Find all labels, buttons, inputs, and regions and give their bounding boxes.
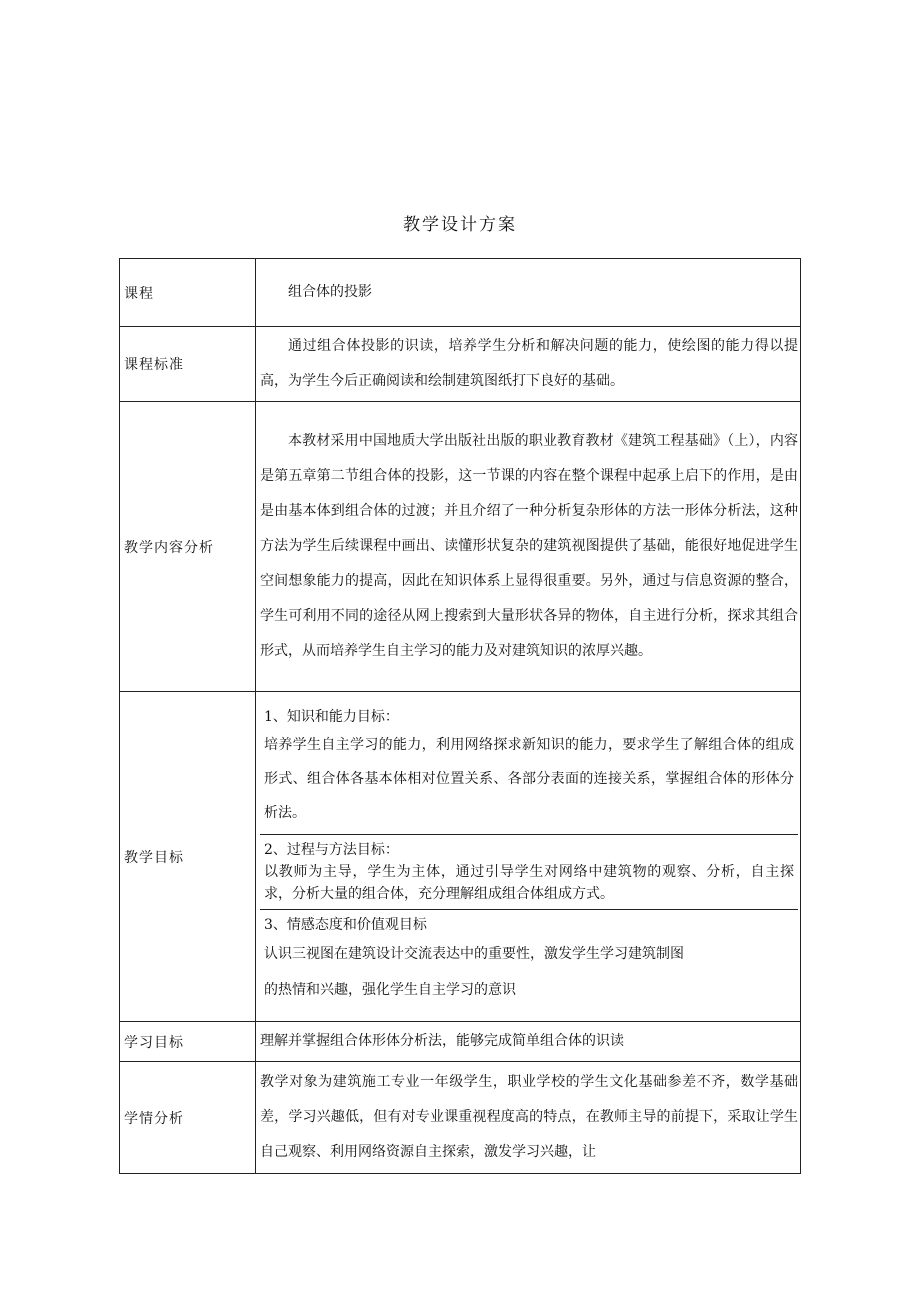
learner-analysis-text: 教学对象为建筑施工专业一年级学生，职业学校的学生文化基础参差不齐，数学基础差，学习兴趣低，但有对专业课重视程度高的特点，在教师主导的前提下，采取让学生自己观察、利用网络资源自主探索，激发学习兴趣，让 — [260, 1074, 798, 1160]
label-learner-analysis: 学情分析 — [120, 1062, 256, 1174]
content-learning-goals — [256, 1022, 801, 1062]
content-analysis-text: 本教材采用中国地质大学出版社出版的职业教育教材《建筑工程基础》（上），内容是第五章第二节组合体的投影，这一节课的内容在整个课程中起承上启下的作用，是由是由基本体到组合体的过渡；并且介绍了一种分析复杂形体的方法一形体分析法，这种方法为学生后续课程中画出、读懂形状复杂的建筑视图提供了基础，能很好地促进学生空间想象能力的提高，因此在知识体系上显得很重要。另外，通过与信息资源的整合，学生可利用不同的途径从网上搜索到大量形状各异的物体，自主进行分析，探求其组合形式，从而培养学生自主学习的能力及对建筑知识的浓厚兴趣。 — [260, 433, 798, 659]
row-content-analysis — [120, 402, 801, 692]
goal-process — [260, 835, 798, 910]
learning-goals-text: 理解并掌握组合体形体分析法，能够完成简单组合体的识读 — [260, 1033, 624, 1049]
course-name: 组合体的投影 — [288, 284, 372, 300]
label-course: 课程 — [120, 259, 256, 327]
goal-attitude — [260, 910, 798, 1012]
content-standard — [256, 327, 801, 402]
label-learning-goals: 学习目标 — [120, 1022, 256, 1062]
goal-process-heading: 2、过程与方法目标： — [264, 841, 399, 858]
label-standard: 课程标准 — [120, 327, 256, 402]
document-title: 教学设计方案 — [403, 215, 517, 235]
goal-knowledge — [260, 702, 798, 835]
content-course — [256, 259, 801, 327]
row-learner-analysis — [120, 1062, 801, 1174]
goal-attitude-text: 认识三视图在建筑设计交流表达中的重要性，激发学生学习建筑制图的热情和兴趣，强化学生自主学习的意识 — [264, 945, 684, 998]
row-teaching-goals — [120, 692, 801, 1022]
label-content-analysis: 教学内容分析 — [120, 402, 256, 692]
row-standard — [120, 327, 801, 402]
goal-knowledge-heading: 1、知识和能力目标： — [264, 708, 399, 725]
goal-attitude-heading: 3、情感态度和价值观目标 — [264, 916, 427, 933]
teaching-goals-cell — [256, 692, 801, 1022]
label-teaching-goals: 教学目标 — [120, 692, 256, 1022]
content-analysis-cell — [256, 402, 801, 692]
row-learning-goals — [120, 1022, 801, 1062]
content-learner-analysis — [256, 1062, 801, 1174]
goal-process-text: 以教师为主导，学生为主体，通过引导学生对网络中建筑物的观察、分析，自主探求，分析大量的组合体，充分理解组成组合体组成方式。 — [264, 863, 794, 902]
design-plan-table — [119, 258, 801, 1174]
row-course — [120, 259, 801, 327]
standard-text: 通过组合体投影的识读，培养学生分析和解决问题的能力，使绘图的能力得以提高，为学生今后正确阅读和绘制建筑图纸打下良好的基础。 — [260, 338, 798, 389]
goal-knowledge-text: 培养学生自主学习的能力，利用网络探求新知识的能力，要求学生了解组合体的组成形式、组合体各基本体相对位置关系、各部分表面的连接关系，掌握组合体的形体分析法。 — [264, 736, 794, 821]
